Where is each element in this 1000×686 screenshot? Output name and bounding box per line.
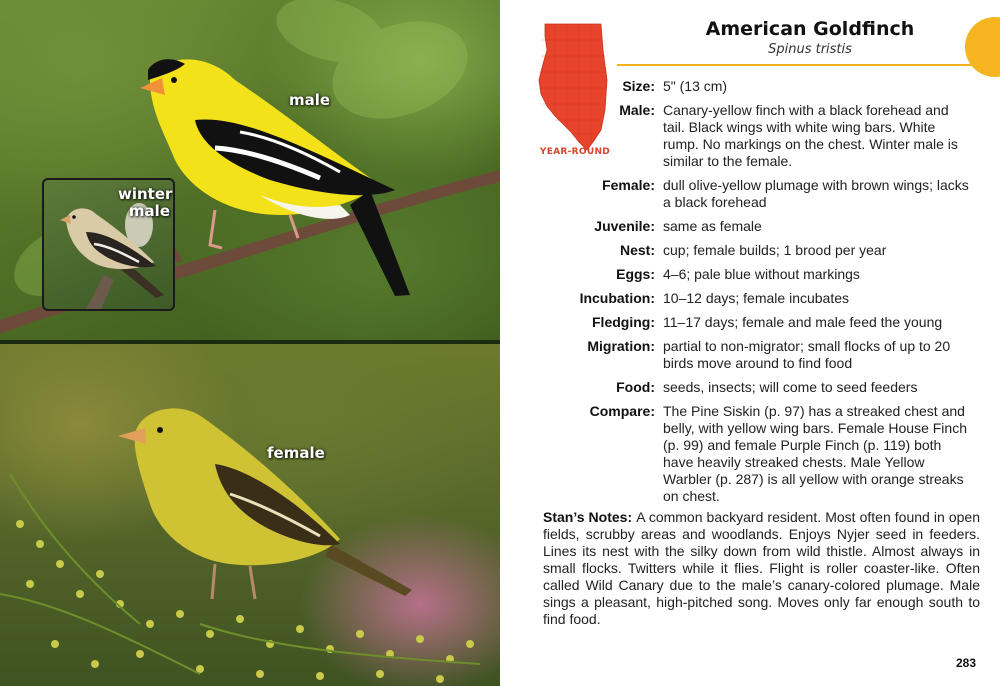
page-number: 283: [955, 656, 976, 670]
fact-incubation: [540, 290, 970, 307]
female-goldfinch-photo: [0, 344, 500, 686]
fact-label: Migration:: [587, 338, 655, 354]
fact-compare: [540, 403, 970, 505]
fact-male: [540, 102, 970, 170]
fact-value: The Pine Siskin (p. 97) has a streaked chest and belly, with yellow wing bars. Female House Finch (p. 99) and female Purple Finch (p. 119) both have heavily streaked chests. Male Yellow Warbler (p. 287) is all yellow with orange streaks on chest.: [663, 403, 967, 504]
fact-nest: [540, 242, 970, 259]
female-photo-label: female: [267, 444, 325, 462]
fact-migration: [540, 338, 970, 372]
species-scientific-name: Spinus tristis: [768, 42, 852, 57]
fact-value: 5" (13 cm): [663, 78, 728, 94]
color-tab: [965, 17, 1000, 77]
fact-value: partial to non-migrator; small flocks of up to 20 birds move around to find food: [663, 338, 951, 371]
species-common-name: American Goldfinch: [705, 18, 915, 40]
fact-label: Compare:: [589, 403, 655, 419]
fact-value: cup; female builds; 1 brood per year: [663, 242, 887, 258]
fact-label: Male:: [619, 102, 655, 118]
fact-food: [540, 379, 970, 396]
header-rule: [617, 64, 972, 66]
fact-value: 11–17 days; female and male feed the young: [663, 314, 943, 330]
fact-list: [540, 78, 970, 512]
fact-value: 10–12 days; female incubates: [663, 290, 850, 306]
fact-label: Nest:: [619, 242, 655, 258]
fact-label: Size:: [622, 78, 655, 94]
fact-label: Female:: [602, 177, 655, 193]
stans-notes: [543, 509, 980, 628]
winter-male-photo-label: winter male: [118, 185, 173, 220]
fact-value: 4–6; pale blue without markings: [663, 266, 860, 282]
fact-value: same as female: [663, 218, 762, 234]
male-goldfinch-photo: [0, 0, 500, 340]
fact-female: [540, 177, 970, 211]
fact-value: seeds, insects; will come to seed feeders: [663, 379, 918, 395]
fact-label: Eggs:: [616, 266, 655, 282]
species-page: [500, 0, 1000, 686]
fact-label: Fledging:: [592, 314, 655, 330]
notes-text: A common backyard resident. Most often found in open fields, scrubby areas and woodlands. Enjoys Nyjer seed in feeders. Lines its nest with the silky down from wild thistle. Almost always in small flocks. Twitters while it flies. Flight is roller coaster-like. Often called Wild Canary due to the male’s canary-colored plumage. Male sings a pleasant, high-pitched song. Moves only far enough south to find food.: [543, 509, 980, 627]
fact-fledging: [540, 314, 970, 331]
fact-value: dull olive-yellow plumage with brown wings; lacks a black forehead: [663, 177, 969, 210]
range-caption: YEAR-ROUND: [539, 147, 611, 157]
fact-value: Canary-yellow finch with a black forehead and tail. Black wings with white wing bars. White rump. No markings on the chest. Winter male is similar to the female.: [663, 102, 958, 169]
fact-label: Food:: [616, 379, 655, 395]
fact-label: Juvenile:: [594, 218, 655, 234]
male-photo-label: male: [289, 91, 331, 109]
fact-juvenile: [540, 218, 970, 235]
fact-size: [540, 78, 970, 95]
winter-male-inset-photo: [42, 178, 175, 311]
fact-eggs: [540, 266, 970, 283]
fact-label: Incubation:: [579, 290, 655, 306]
notes-label: Stan’s Notes:: [543, 509, 637, 525]
